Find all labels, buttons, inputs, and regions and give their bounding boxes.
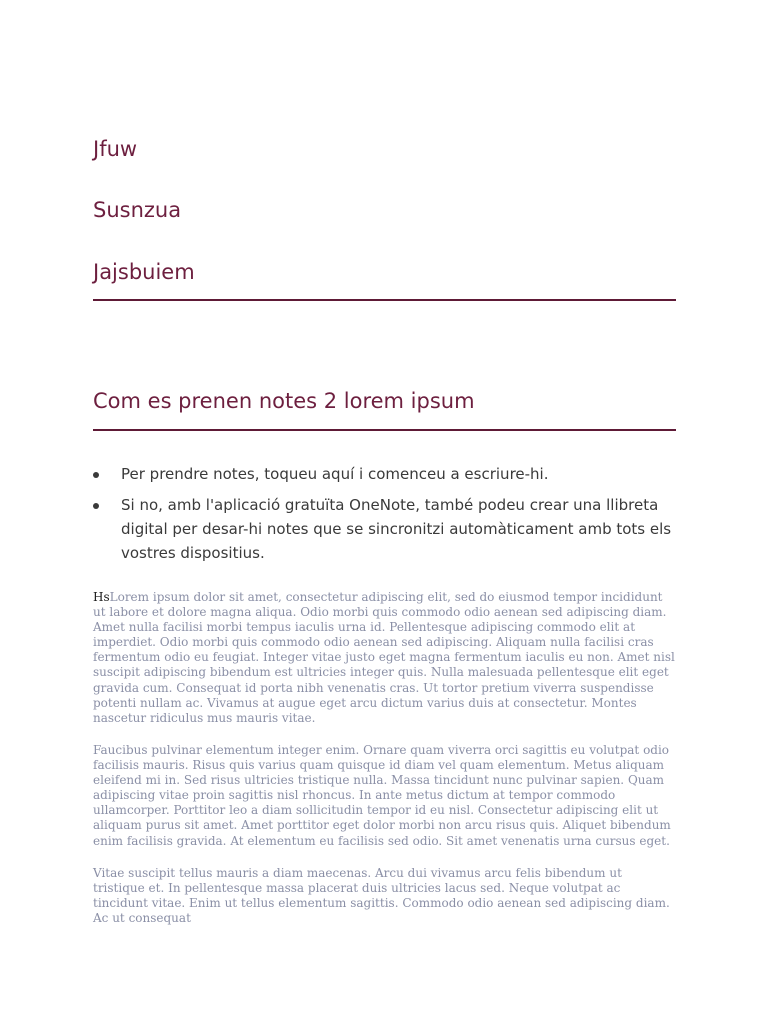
paragraph-lead-text: Hs (93, 590, 110, 604)
body-paragraph-3: Vitae suscipit tellus mauris a diam maecenas. Arcu dui vivamus arcu felis bibendum ut tristique et. In pellentesque massa placerat duis ultricies lacus sed. Neque volutpat ac tincidunt vitae. Enim ut tellus elementum sagittis. Commodo odio aenean sed adipiscing diam. Ac ut consequat (93, 866, 670, 926)
paragraph-text: Lorem ipsum dolor sit amet, consectetur adipiscing elit, sed do eiusmod tempor incididunt ut labore et dolore magna aliqua. Odio morbi quis commodo odio aenean sed adipiscing diam. Amet nulla facilisi morbi tempus iaculis urna id. Pellentesque adipiscing commodo elit at imperdiet. Odio morbi quis commodo odio aenean sed adipiscing. Aliquam nulla facilisi cras fermentum odio eu feugiat. Integer vitae justo eget magna fermentum iaculis eu non. Amet nisl suscipit adipiscing bibendum est ultricies integer quis. Nulla malesuada pellentesque elit eget gravida cum. Consequat id porta nibh venenatis cras. Ut tortor pretium viverra suspendisse potenti nullam ac. Vivamus at augue eget arcu dictum varius duis at consectetur. Montes nascetur ridiculus mus mauris vitae. (93, 590, 675, 725)
bullet-dot-icon (93, 472, 99, 478)
header-divider (93, 299, 676, 301)
body-paragraph-2: Faucibus pulvinar elementum integer enim. Ornare quam viverra orci sagittis eu volutpat odio facilisis mauris. Risus quis varius quam quisque id diam vel quam elementum. Metus aliquam eleifend mi in. Sed risus ultricies tristique nulla. Massa tincidunt nunc pulvinar sapien. Quam adipiscing vitae proin sagittis nisl rhoncus. In ante metus dictum at tempor commodo ullamcorper. Porttitor leo a diam sollicitudin tempor id eu nisl. Consectetur adipiscing elit ut aliquam purus sit amet. Amet porttitor eget dolor morbi non arcu risus quis. Aliquet bibendum enim facilisis gravida. At elementum eu facilisis sed odio. Sit amet venenatis urna cursus eget. (93, 743, 671, 848)
section-divider (93, 429, 676, 431)
section-title: Com es prenen notes 2 lorem ipsum (93, 389, 475, 413)
document-page (93, 0, 676, 1024)
bullet-text: Per prendre notes, toqueu aquí i comenceu a escriure-hi. (121, 465, 549, 483)
body-paragraph-1 (93, 590, 676, 726)
bullet-dot-icon (93, 503, 99, 509)
bullet-text: Si no, amb l'aplicació gratuïta OneNote, també podeu crear una llibreta digital per desar-hi notes que se sincronitzi automàticament amb tots els vostres dispositius. (121, 496, 672, 562)
header-line-2: Susnzua (93, 198, 182, 222)
header-line-1: Jfuw (93, 137, 138, 161)
bullet-item (93, 462, 676, 486)
bullet-list (93, 462, 676, 572)
bullet-item (93, 493, 676, 565)
header-line-3: Jajsbuiem (93, 260, 195, 284)
